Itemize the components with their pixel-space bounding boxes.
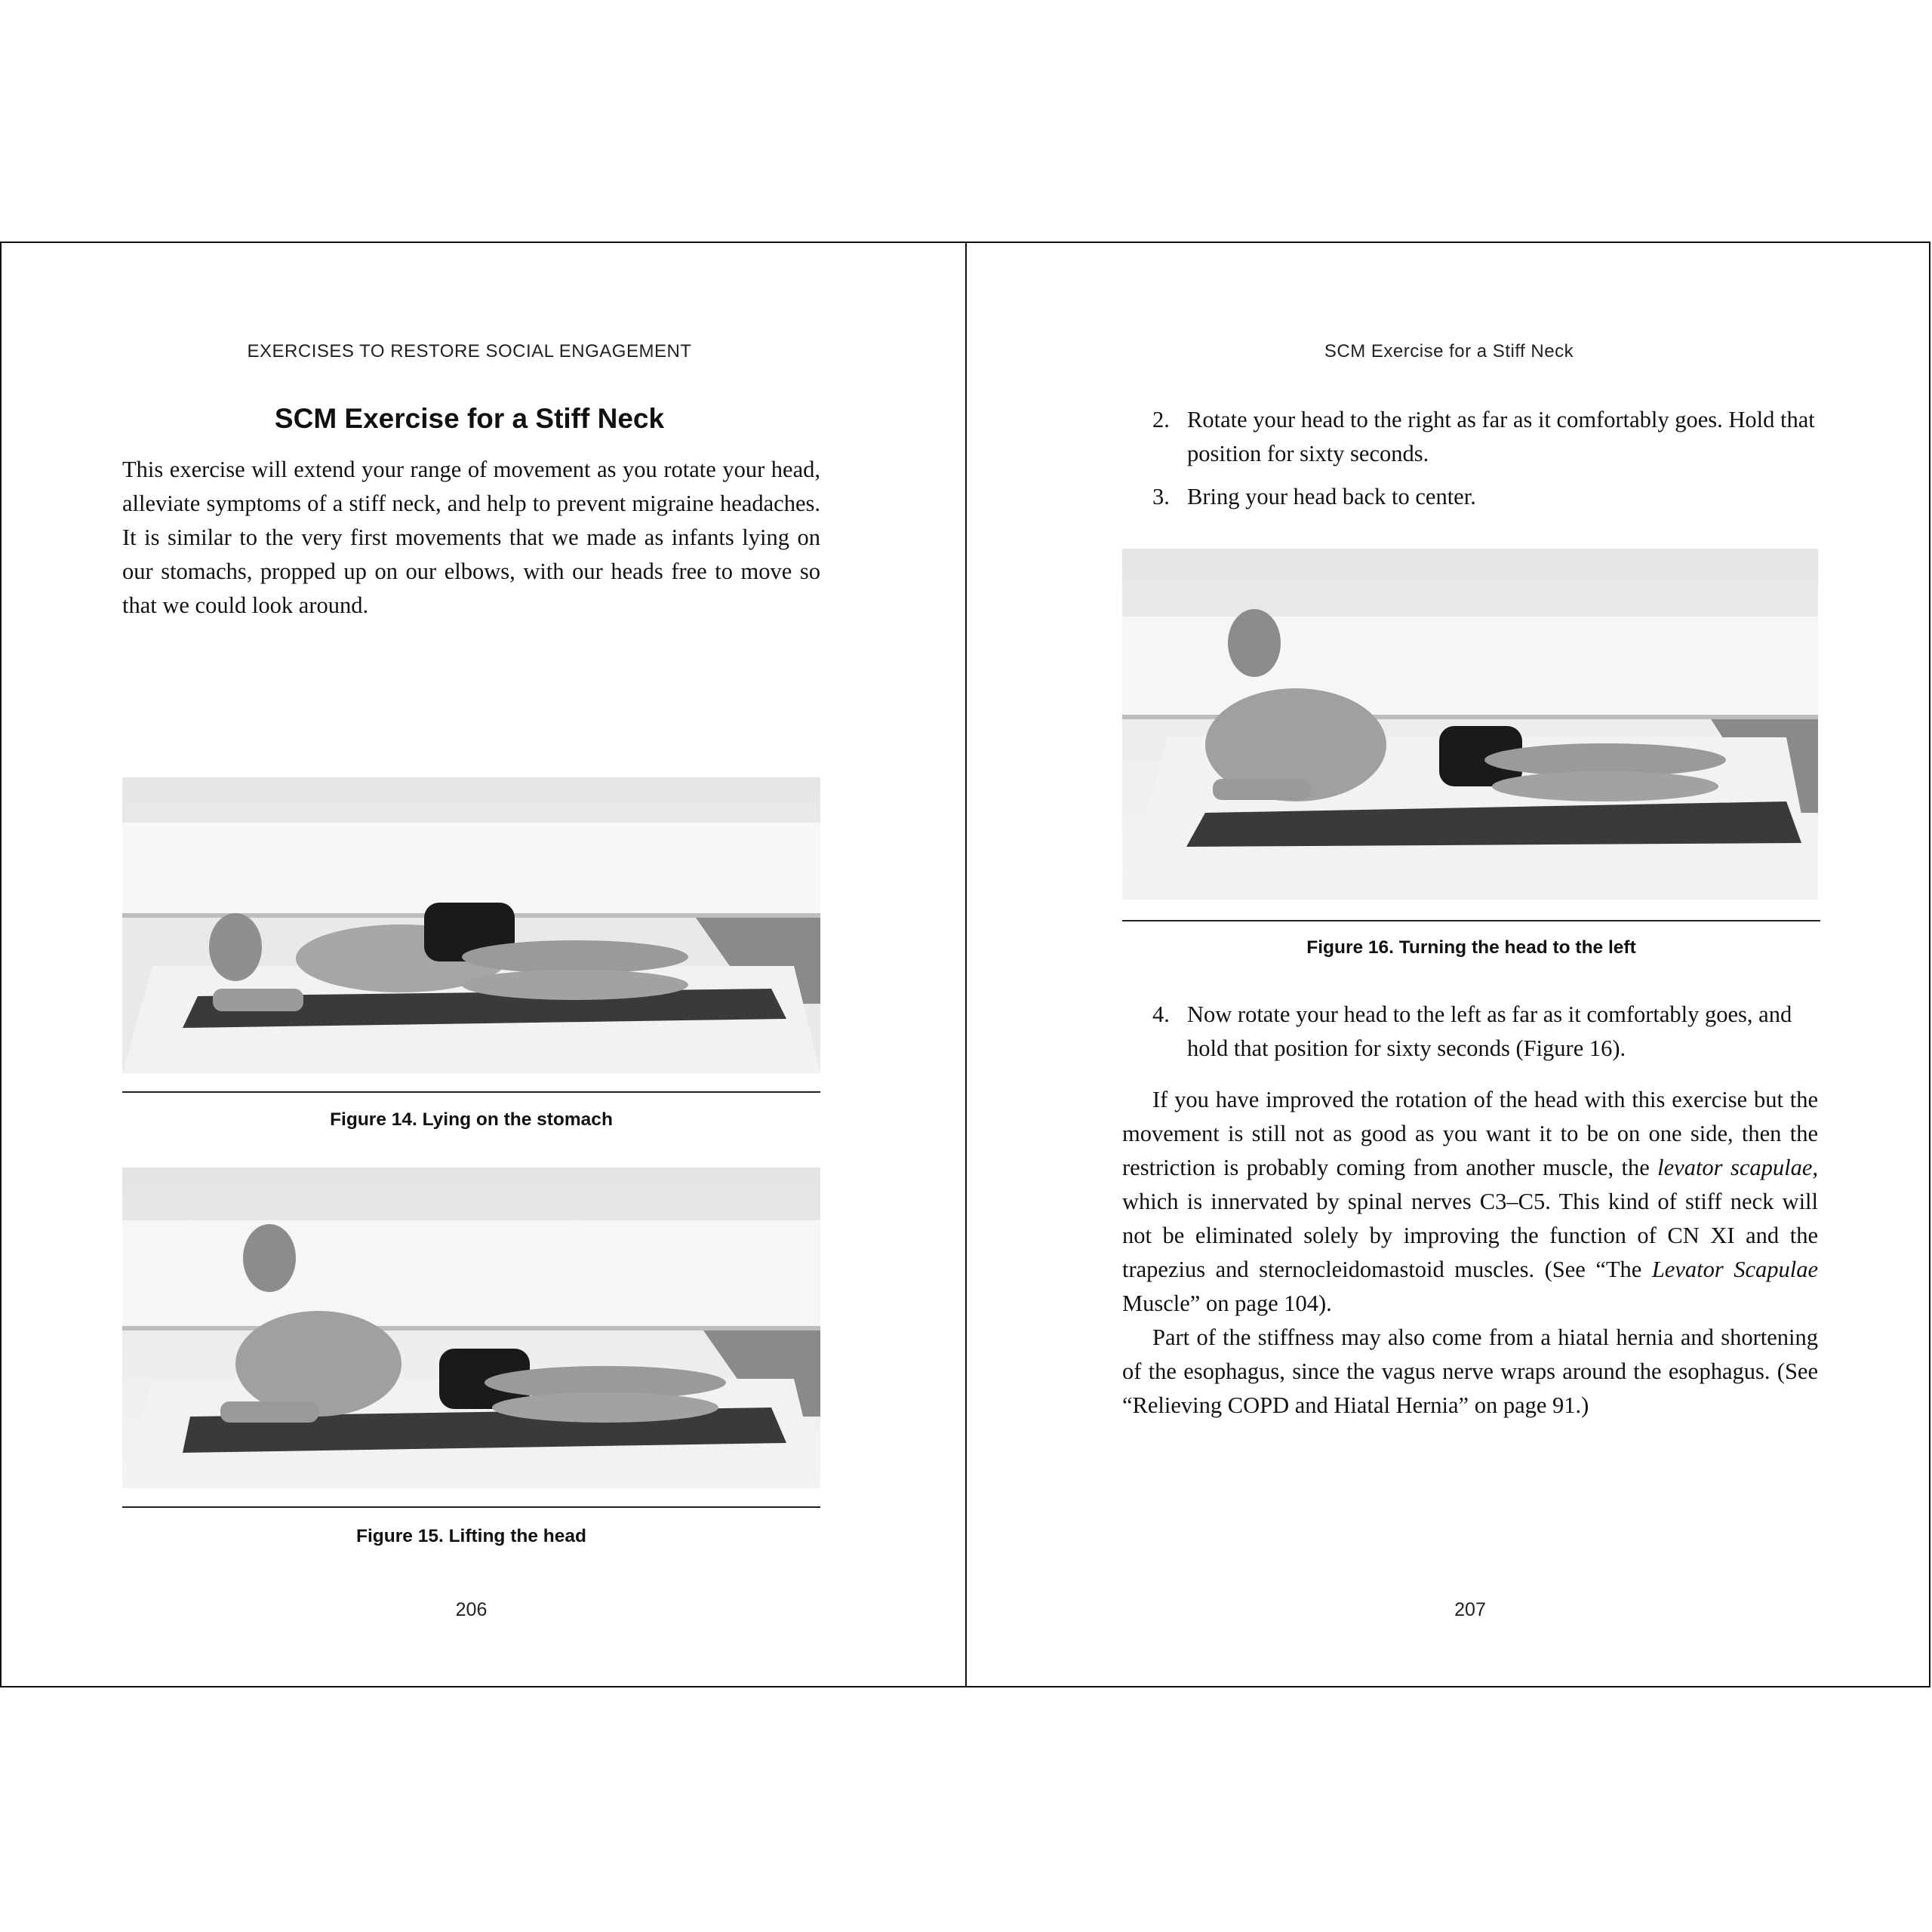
running-head: EXERCISES TO RESTORE SOCIAL ENGAGEMENT	[247, 341, 692, 361]
intro-paragraph	[122, 453, 820, 623]
page-number: 207	[1454, 1599, 1486, 1620]
page-number: 206	[455, 1599, 488, 1620]
intro-text: This exercise will extend your range of movement as you rotate your head, alleviate symptoms of a stiff neck, and help to prevent migraine headaches. It is similar to the very first movements that we made as infants lying on our stomachs, propped up on our elbows, with our heads free to move so that we could look around.	[122, 457, 820, 618]
figure-14-caption: Figure 14. Lying on the stomach	[330, 1109, 613, 1130]
running-head: SCM Exercise for a Stiff Neck	[1324, 341, 1574, 361]
step-list-top	[1152, 403, 1817, 523]
figure-15-rule	[122, 1506, 820, 1508]
figure-14-rule	[122, 1091, 820, 1093]
right-page	[967, 243, 1930, 1686]
list-item	[1152, 403, 1817, 471]
figure-16-caption: Figure 16. Turning the head to the left	[1306, 937, 1636, 958]
section-title: SCM Exercise for a Stiff Neck	[274, 403, 665, 434]
figure-14-photo	[122, 777, 820, 1073]
paragraph-text: which is innervated by spinal nerves C3–C5. This kind of stiff neck will not be eliminated solely by improving the function of CN XI and the trapezius and sternocleidomastoid muscles. (See “The	[1122, 1189, 1818, 1282]
man-lying-on-stomach-image	[122, 777, 820, 1073]
paragraph-text: Muscle” on page 104).	[1122, 1291, 1332, 1316]
figure-16-rule	[1122, 920, 1820, 921]
man-turning-head-image	[1122, 549, 1818, 900]
figure-15-photo	[122, 1168, 820, 1488]
step-text: Now rotate your head to the left as far as it comfortably goes, and hold that position for sixty seconds (Figure 16).	[1187, 1001, 1792, 1061]
step-number: 4.	[1152, 1001, 1170, 1027]
list-item	[1152, 998, 1817, 1066]
paragraph: Part of the stiffness may also come from a hiatal hernia and shortening of the esophagus, since the vagus nerve wraps around the esophagus. (See “Relieving COPD and Hiatal Hernia” on page 91.)	[1122, 1324, 1818, 1418]
italic-term: levator scapulae,	[1657, 1155, 1818, 1180]
step-text: Bring your head back to center.	[1187, 484, 1476, 509]
figure-16-photo	[1122, 549, 1818, 900]
step-number: 2.	[1152, 407, 1170, 432]
italic-term: Levator Scapulae	[1651, 1257, 1818, 1282]
step-list-bottom	[1152, 998, 1817, 1075]
step-text: Rotate your head to the right as far as it comfortably goes. Hold that position for sixty seconds.	[1187, 407, 1815, 466]
left-page	[2, 243, 965, 1686]
list-item	[1152, 480, 1817, 514]
figure-15-caption: Figure 15. Lifting the head	[356, 1526, 586, 1546]
man-lifting-head-image	[122, 1168, 820, 1488]
body-paragraphs	[1122, 1083, 1818, 1423]
step-number: 3.	[1152, 484, 1170, 509]
paragraph	[1122, 1083, 1818, 1321]
paragraph-text: If you have improved the rotation of the head with this exercise but the movement is still not as good as you want it to be on one side, then the restriction is probably coming from another muscle, the	[1122, 1087, 1818, 1180]
book-spread	[0, 242, 1930, 1687]
